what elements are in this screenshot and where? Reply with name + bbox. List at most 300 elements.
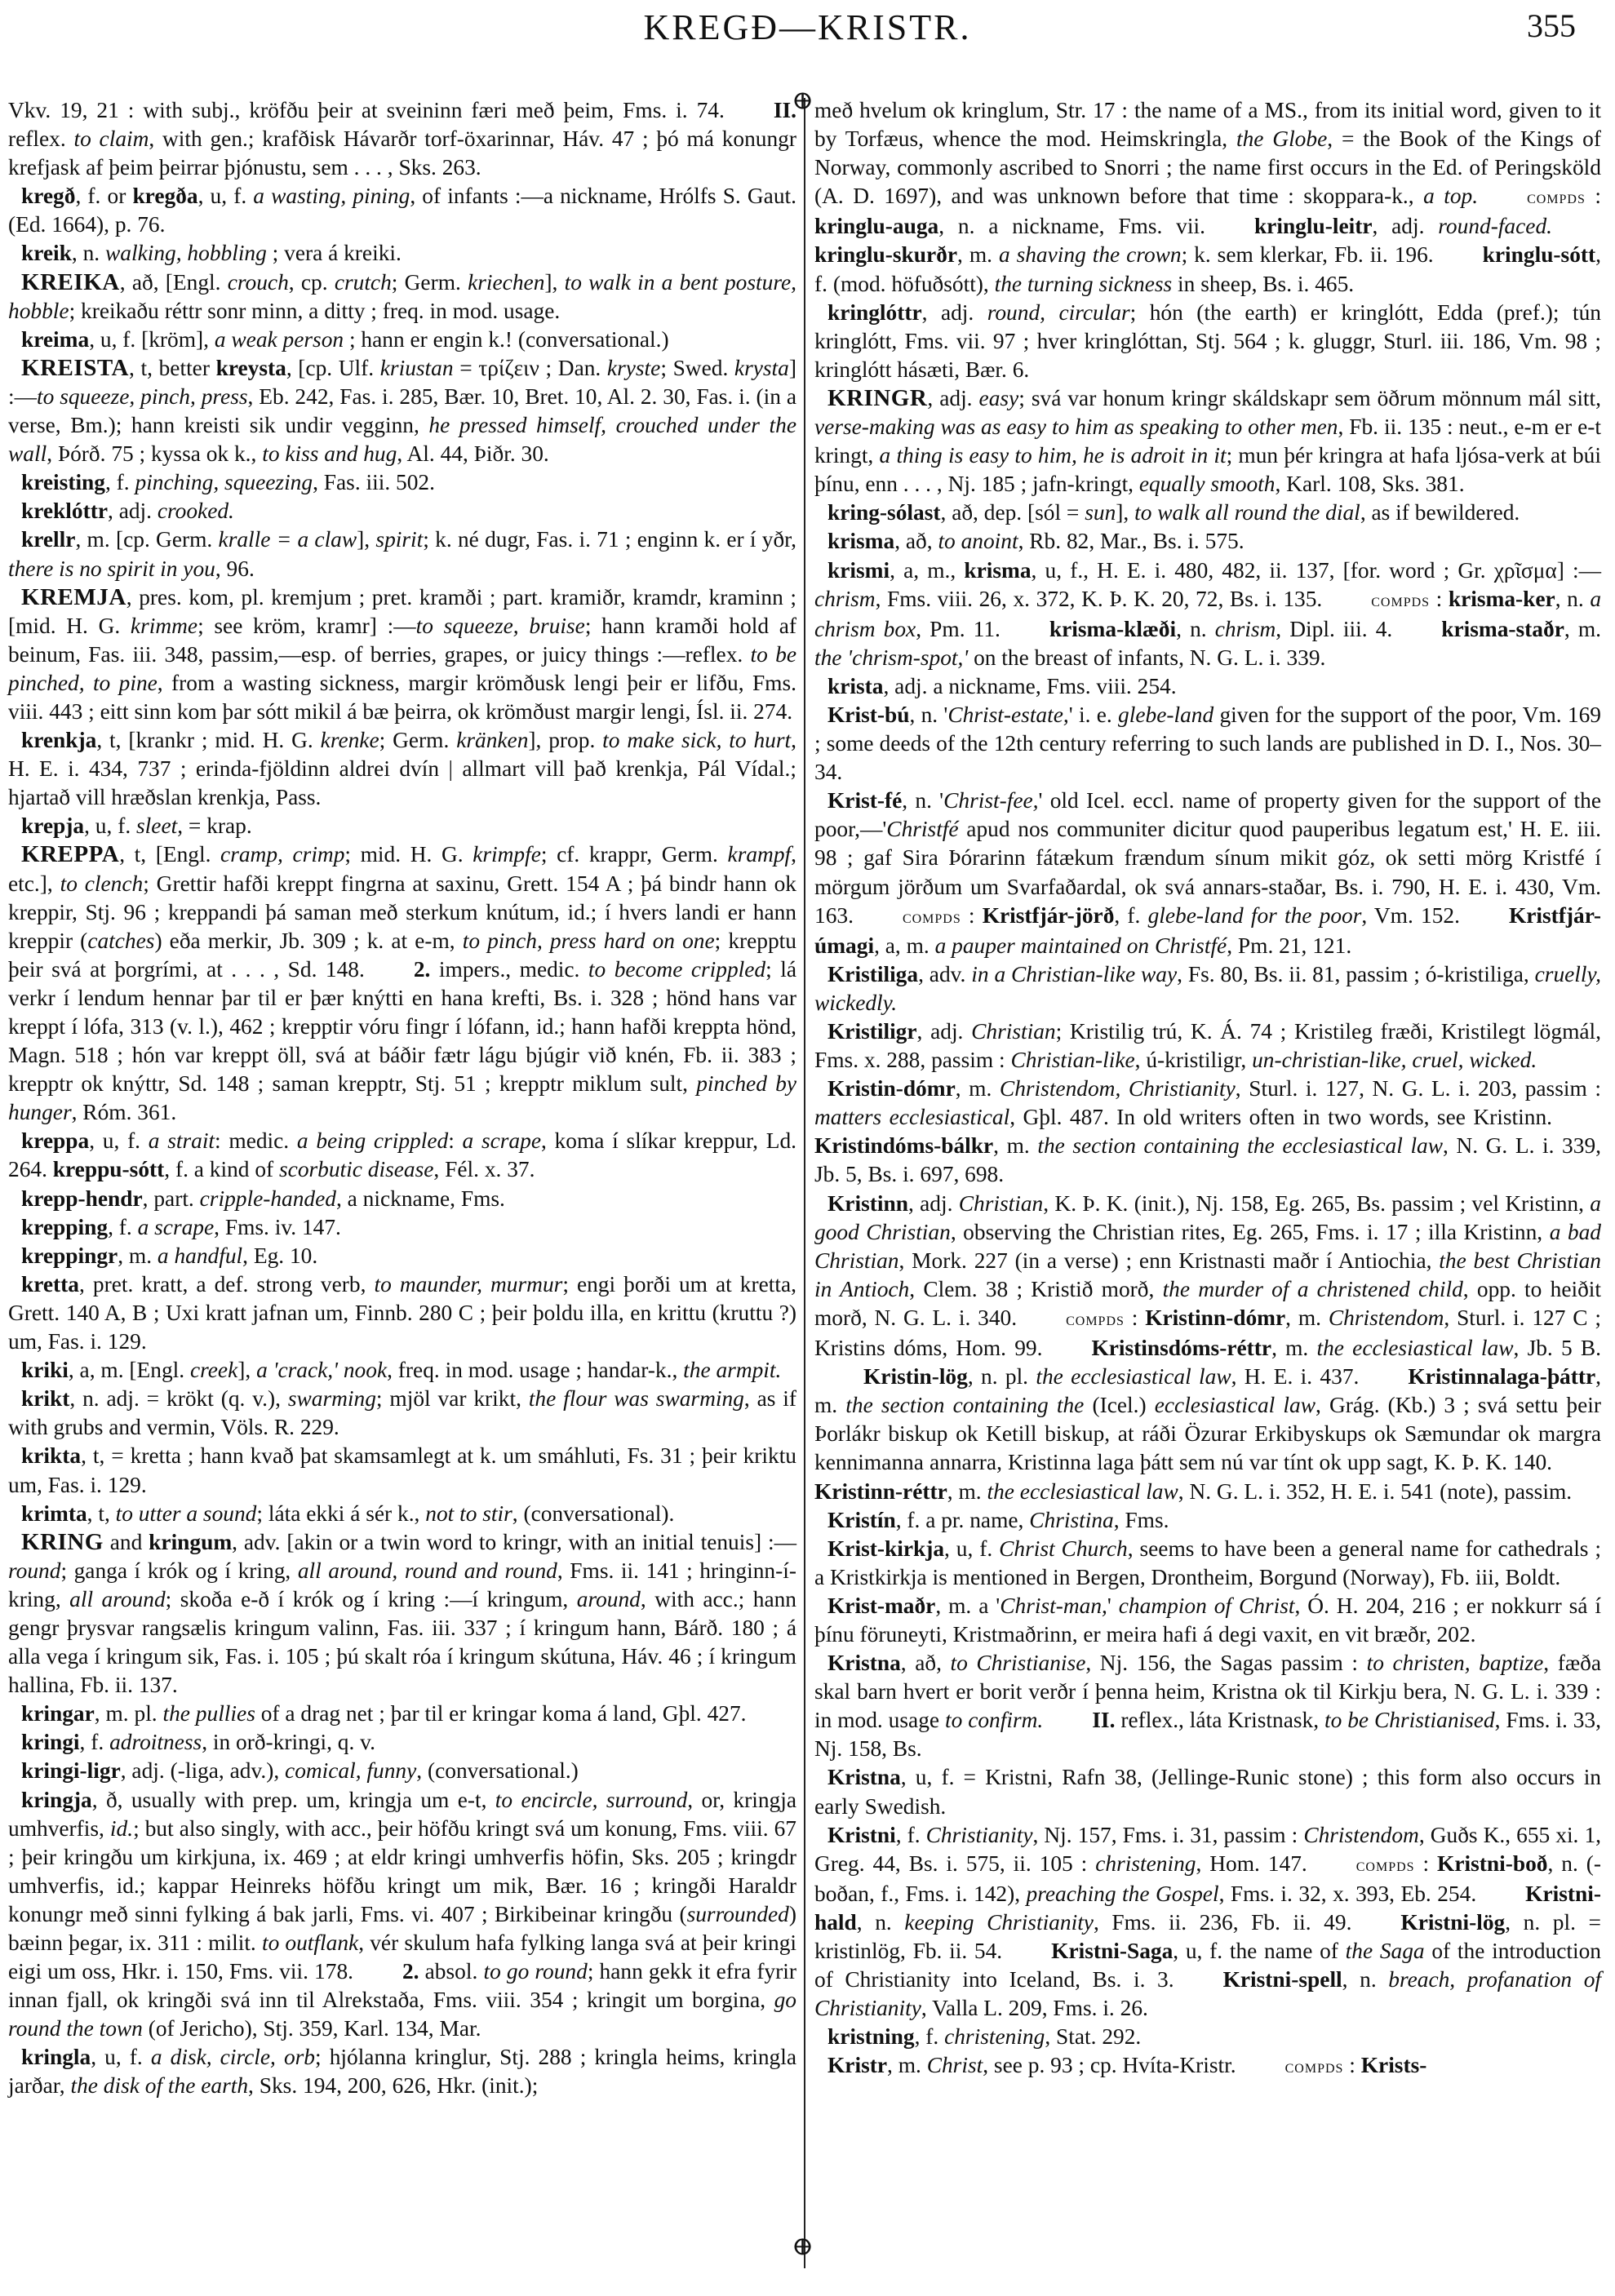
definition-text: kralle = a claw — [218, 527, 357, 552]
definition-text: kryste — [606, 355, 661, 380]
definition-text: all around, round and round — [297, 1558, 557, 1583]
entry-text: , Eb. 242, Fas. i. 285, Bær. 10, Bret. 10, Al. 2. 30, Fas. i. (in a verse, Bm.); hann kreisti sik undir vegginn, — [8, 383, 796, 438]
headword: kreklóttr — [21, 499, 108, 524]
entry-text: , Rb. 82, Mar., Bs. i. 575. — [1018, 529, 1245, 554]
definition-text: to kiss and hug — [262, 441, 397, 467]
headword: krisma — [964, 557, 1032, 583]
entry-text: , f. — [104, 470, 135, 495]
entry-text: , in orð-kringi, q. v. — [202, 1730, 375, 1755]
dictionary-entry — [8, 268, 796, 326]
entry-text: , Fms. i. 32, x. 393, Eb. 254. — [1218, 1881, 1477, 1906]
headword: Kristfjár-úmagi — [814, 902, 1601, 958]
definition-text: the section containing the — [845, 1393, 1085, 1418]
entry-text: impers., medic. — [430, 956, 588, 982]
entry-text: , f. — [79, 1730, 110, 1755]
entry-text: , m. pl. — [94, 1701, 163, 1726]
entry-text: , m. — [118, 1243, 158, 1268]
entry-text: , Fms. ii. 236, Fb. ii. 49. — [1093, 1909, 1352, 1935]
definition-text: Christian — [971, 1019, 1056, 1044]
definition-text: kriustan — [379, 355, 454, 380]
dictionary-entry — [814, 1506, 1601, 1535]
entry-text: , Mork. 227 (in a verse) ; enn Kristnasti maðr í Antiochia, — [898, 1248, 1440, 1273]
dictionary-entry — [814, 1535, 1601, 1592]
definition-text: the Saga — [1345, 1939, 1425, 1963]
entry-text: , Vm. 152. — [1361, 902, 1460, 928]
headword: Kristni-spell — [1222, 1967, 1342, 1992]
definition-text: un-christian-like, cruel, wicked. — [1252, 1048, 1537, 1073]
entry-text: , u, f. — [944, 1536, 1000, 1561]
continued-entry — [814, 96, 1601, 299]
entry-text: , K. Þ. K. (init.), Nj. 158, Eg. 265, Bs. passim ; vel Kristinn, — [1043, 1190, 1591, 1216]
entry-text: , Fms. i. 33, Nj. 158, Bs. — [814, 1708, 1601, 1762]
entry-text: , Fs. 80, Bs. ii. 81, passim ; ó-kristiliga, — [1177, 961, 1535, 986]
dictionary-entry — [8, 1500, 796, 1528]
headword: kringlu-leitr — [1253, 214, 1373, 239]
dictionary-entry — [8, 1185, 796, 1213]
dictionary-entry — [814, 1592, 1601, 1649]
entry-text: : — [1414, 1851, 1438, 1876]
dictionary-entry — [814, 787, 1601, 960]
entry-text: ; hann gekk it efra fyrir innan fjall, ok kringði svá inn til Alrekstaða, Fms. viii. 354 ; kringit um borgina, — [8, 1959, 796, 2013]
entry-text: , see p. 93 ; cp. Hvíta-Kristr. — [983, 2053, 1236, 2078]
entry-text: , of infants :—a nickname, Hrólfs S. Gaut. (Ed. 1664), p. 76. — [8, 184, 796, 237]
entry-text: , Nj. 156, the Sagas passim : — [1085, 1651, 1367, 1676]
entry-text: , f. a pr. name, — [895, 1507, 1030, 1532]
entry-text: , n. pl. = kristinlög, Fb. ii. 54. — [814, 1909, 1601, 1963]
entry-text: , Jb. 5 B. — [1513, 1336, 1602, 1361]
entry-text: , fæða skal barn hvert er borit verðr í þenna heim, Kristna ok til Kirkju bera, N. G. L. i. 339 : in mod. usage — [814, 1651, 1601, 1733]
dictionary-entry — [8, 583, 796, 726]
entry-text: in sheep, Bs. i. 465. — [1172, 271, 1355, 296]
entry-text: , n. (-boðan, f., Fms. i. 142), — [814, 1851, 1601, 1906]
definition-text: krysta — [734, 355, 789, 380]
definition-text: to confirm. — [944, 1708, 1044, 1733]
headword: kregð — [21, 184, 76, 209]
entry-text: ; kreikaðu réttr sonr minn, a ditty ; freq. in mod. usage. — [69, 298, 561, 323]
definition-text: Christfé — [886, 817, 959, 842]
entry-text: , adj. — [927, 385, 979, 410]
entry-text: = τρίζειν ; Dan. — [453, 355, 607, 380]
headword: kreppu-sótt — [52, 1157, 165, 1182]
entry-text: ; Swed. — [660, 355, 734, 380]
definition-text: equally smooth — [1138, 472, 1276, 497]
definition-text: crutch — [334, 269, 392, 295]
entry-text: , f. — [895, 1822, 926, 1847]
headword: kretta — [21, 1271, 79, 1296]
entry-text: , Fb. ii. 135 : neut., e-m er e-t kringt, — [814, 414, 1601, 468]
definition-text: glebe-land for the poor — [1147, 902, 1362, 928]
entry-text: , Eg. 10. — [242, 1243, 318, 1268]
headword: Kristni-boð — [1437, 1851, 1548, 1876]
entry-text: ; Germ. — [391, 269, 468, 295]
entry-text: , n. a nickname, Fms. vii. — [938, 214, 1205, 239]
column-divider — [804, 98, 805, 2268]
headword: Kristni-hald — [814, 1881, 1601, 1935]
definition-text: to Christianise — [950, 1651, 1086, 1676]
definition-text: to christen, baptize — [1366, 1651, 1544, 1676]
entry-text: , Fms. — [1113, 1507, 1169, 1532]
entry-text: , with gen.; krafðisk Hávarðr torf-öxarinnar, Háv. 47 ; þó má konungr krefjask af þeim þeirrar þjónustu, sem . . . , Sks. 263. — [8, 126, 797, 180]
headword: krenkja — [21, 728, 97, 753]
definition-text: a chrism box — [814, 586, 1602, 641]
entry-text: , Nj. 157, Fms. i. 31, passim : — [1032, 1822, 1304, 1847]
definition-text: to anoint — [938, 529, 1018, 554]
dictionary-entry — [8, 326, 796, 354]
dictionary-entry — [8, 1786, 796, 2044]
headword: kringja — [21, 1787, 92, 1812]
definition-text: Christ-man, — [1000, 1593, 1107, 1618]
entry-text: , Fas. iii. 502. — [313, 470, 435, 495]
definition-text: a scrape — [137, 1214, 215, 1239]
definition-text: go round the town — [8, 1988, 796, 2041]
entry-text: ], prop. — [528, 728, 603, 753]
entry-text: , koma í slíkar kreppur, Ld. 264. — [8, 1128, 796, 1182]
definition-text: a handful — [157, 1243, 243, 1268]
headword: krepping — [21, 1214, 109, 1239]
entry-text: , adj. — [907, 1190, 959, 1216]
entry-text: : — [1585, 184, 1601, 209]
headword: krikt — [21, 1386, 70, 1412]
entry-text: ; k. sem klerkar, Fb. ii. 196. — [1181, 242, 1434, 268]
entry-text: , t, = kretta ; hann kvað þat skamsamlegt at k. um smáhluti, Fs. 31 ; þeir kriktu um, Fas. i. 129. — [8, 1443, 796, 1497]
entry-text: , Pm. 21, 121. — [1227, 933, 1352, 958]
definition-text: id. — [109, 1815, 134, 1841]
entry-text: , f. — [1114, 902, 1148, 928]
entry-text: ] :— — [8, 355, 796, 409]
entry-text: ) bæinn þegar, ix. 311 : milit. — [8, 1901, 796, 1955]
headword: Kristin-dómr — [827, 1076, 956, 1101]
compounds-label: compds — [1527, 187, 1586, 209]
definition-text: a weak person — [214, 326, 344, 352]
dictionary-entry — [814, 2051, 1601, 2081]
definition-text: krimpfe — [473, 842, 541, 867]
entry-text: , Karl. 108, Sks. 381. — [1275, 472, 1465, 497]
entry-text: , t, — [87, 1500, 116, 1526]
entry-text: on the breast of infants, N. G. L. i. 339. — [968, 645, 1326, 670]
dictionary-entry — [8, 1356, 796, 1385]
dictionary-entry — [814, 299, 1601, 384]
entry-text: ; mun þér kringra at hafa ljósa-verk at búi þínu, enn . . . , Nj. 185 ; jafn-kringt, — [814, 443, 1601, 497]
entry-text: , u, f. — [197, 184, 254, 209]
dictionary-entry — [8, 1528, 796, 1700]
entry-text: , Grág. (Kb.) 3 ; svá settu þeir Þorlákr biskup ok Ketill biskup, at ráði Özurar Erkibyskups ok Sæmundar ok margra kennimanna annarra, Kristinna laga þátt sem nú var tínt ok upp sagt, K. Þ. K. 140. — [814, 1393, 1601, 1475]
dictionary-entry — [8, 726, 796, 812]
definition-text: Christina — [1029, 1507, 1114, 1532]
definition-text: Christ-fee, — [943, 788, 1039, 813]
definition-text: round, circular — [987, 299, 1130, 325]
entry-text: , u, f. — [91, 2045, 151, 2070]
definition-text: to make sick, to hurt — [602, 728, 792, 753]
definition-text: catches — [87, 928, 155, 953]
entry-text: ; mjöl var krikt, — [375, 1386, 529, 1412]
headword: krismi — [827, 557, 890, 583]
dictionary-entry — [8, 525, 796, 583]
entry-text: ; cf. krappr, Germ. — [540, 842, 728, 867]
definition-text: Christ Church — [999, 1536, 1128, 1561]
definition-text: Christendom — [1328, 1305, 1444, 1330]
entry-text: ; but also singly, with acc., þeir höfðu kringt svá um konung, Fms. viii. 67 ; þeir kringðu um kirkjuna, ix. 469 ; at eldr kringi umhverfis höfin, Sks. 205 ; kringdr umhverfis, id.; kappar Heinreks höfðu kringt um mik, Bær. 16 ; kringði Haraldr konungr með sinni fylking á bak jarli, Fms. vi. 407 ; Birkibeinar kringðu ( — [8, 1815, 796, 1926]
definition-text: comical, funny — [285, 1758, 417, 1784]
entry-text: , m. — [1285, 1305, 1329, 1330]
definition-text: a scrape — [462, 1128, 541, 1154]
dictionary-entry — [8, 354, 796, 468]
definition-text: chrism — [814, 586, 876, 611]
definition-text: the flour was swarming — [528, 1386, 744, 1412]
headword: Kristín — [827, 1507, 896, 1532]
entry-text: ; engi þorði um at kretta, Grett. 140 A, B ; Uxi kratt jafnan um, Finnb. 280 C ; þeir þoldu illa, en krittu (kruttu ?) um, Fas. i. 129. — [8, 1271, 796, 1354]
headword: Krist-fé — [827, 788, 903, 813]
definition-text: preaching the Gospel — [1026, 1881, 1219, 1906]
entry-text: , m. [cp. Germ. — [75, 527, 219, 552]
entry-text: , n. — [71, 241, 105, 266]
entry-text: , seems to have been a general name for cathedrals ; a Kristkirkja is mentioned in Bergen, Drontheim, Borgund (Norway), Fb. iii, Boldt. — [814, 1536, 1601, 1589]
definition-text: to outflank — [261, 1930, 359, 1955]
left-column — [8, 96, 796, 2101]
continued-entry — [8, 96, 796, 182]
headword: Kristni — [827, 1822, 896, 1847]
headword: Krists- — [1360, 2053, 1427, 2078]
headword: Kristiligr — [827, 1019, 917, 1044]
headword: krimta — [21, 1500, 87, 1526]
headword: krisma — [827, 529, 895, 554]
entry-text: , pret. kratt, a def. strong verb, — [79, 1271, 375, 1296]
entry-text: ; hjólanna kringlur, Stj. 288 ; kringla heims, kringla jarðar, — [8, 2045, 796, 2099]
entry-text: ; vera á kreiki. — [266, 241, 402, 266]
definition-text: sun — [1085, 500, 1116, 525]
definition-text: christening — [944, 2024, 1045, 2050]
dictionary-entry — [8, 468, 796, 497]
entry-text: , m. — [993, 1133, 1038, 1159]
entry-text: , að, — [894, 529, 938, 554]
headword: II. — [1092, 1708, 1116, 1733]
dictionary-entry — [814, 1017, 1601, 1075]
headword: Kristinsdóms-réttr — [1091, 1336, 1272, 1361]
entry-text: , Ó. H. 204, 216 ; er nokkurr sá í þínu föruneyti, Kristmaðrinn, er meira hafi á degi vaxit, en vit bræðr, 202. — [814, 1593, 1601, 1647]
entry-text: ) eða merkir, Jb. 309 ; k. at e-m, — [154, 928, 463, 953]
entry-text: , m. — [814, 1364, 1602, 1418]
entry-text: Vkv. 19, 21 : with subj., kröfðu þeir at sveininn færi með þeim, Fms. i. 74. — [8, 98, 725, 122]
entry-text: , Guðs K., 655 xi. 1, Greg. 44, Bs. i. 575, ii. 105 : — [814, 1822, 1601, 1876]
headword: kringar — [21, 1701, 95, 1726]
dictionary-entry — [814, 2023, 1601, 2051]
definition-text: ecclesiastical law — [1154, 1393, 1316, 1418]
entry-text: , f. or — [75, 184, 133, 209]
definition-text: the ecclesiastical law — [1316, 1336, 1514, 1361]
definition-text: surrounded — [686, 1901, 789, 1926]
entry-text: , a, m., — [890, 557, 965, 583]
definition-text: the Globe — [1236, 126, 1328, 152]
definition-text: a pauper maintained on Christfé — [934, 933, 1227, 958]
entry-text: ; Kristilig trú, K. Á. 74 ; Kristileg fræði, Kristilegt lögmál, Fms. x. 288, passim : — [814, 1019, 1601, 1073]
entry-text: , adj. — [1372, 214, 1439, 239]
headword: Kristinn — [827, 1190, 908, 1216]
dictionary-entry — [8, 1757, 796, 1785]
definition-text: to utter a sound — [115, 1500, 257, 1526]
entry-text: , pres. kom, pl. kremjum ; pret. kramði ; part. kramiðr, kramdr, kraminn ; [mid. H. G. — [8, 584, 796, 638]
headword: kreik — [21, 241, 72, 266]
entry-text: , 96. — [215, 556, 255, 581]
headword: Kristiliga — [827, 961, 919, 986]
headword: KREPPA — [21, 841, 120, 868]
definition-text: verse-making was as easy to him as speaking to other men — [814, 414, 1338, 440]
definition-text: easy — [978, 385, 1019, 410]
entry-text: , t, [Engl. — [119, 842, 221, 867]
definition-text: Christ-estate, — [947, 702, 1069, 727]
definition-text: christening — [1095, 1851, 1196, 1876]
entry-text: , vér skulum hafa fylking langa svá at þeir kringi eigi um oss, Hkr. i. 150, Fms. vii. 178. — [8, 1930, 797, 1984]
definition-text: pinching, squeezing — [135, 470, 313, 495]
entry-text: , f. a kind of — [164, 1157, 279, 1182]
headword: Kristinn-réttr — [814, 1478, 947, 1504]
headword: Kristna — [827, 1651, 901, 1676]
entry-text: ; hann kramði hold af beinum, Fas. iii. 348, passim,—esp. of berries, grapes, or juicy things :—reflex. — [8, 613, 797, 667]
entry-text: , að, — [900, 1651, 951, 1676]
compounds-label: compds — [902, 906, 961, 928]
dictionary-entry — [814, 1821, 1601, 2023]
headword: kringlóttr — [827, 299, 922, 325]
dictionary-entry — [8, 812, 796, 840]
dictionary-entry — [8, 1213, 796, 1242]
definition-text: the 'chrism-spot,' — [814, 645, 969, 670]
definition-text: the ecclesiastical law — [987, 1478, 1178, 1504]
entry-text: ; k. né dugr, Fas. i. 71 ; enginn k. er í yðr, — [423, 527, 797, 552]
definition-text: krampf — [727, 842, 792, 867]
entry-text: ; see kröm, kramr] :— — [197, 613, 416, 638]
definition-text: a 'crack,' nook — [256, 1358, 388, 1383]
definition-text: krimme — [130, 613, 198, 638]
headword: KREMJA — [21, 583, 126, 610]
definition-text: to pinch, press hard on one — [462, 928, 715, 953]
definition-text: kränken — [456, 728, 529, 753]
headword: kristning — [827, 2024, 915, 2050]
definition-text: round — [8, 1558, 61, 1583]
dictionary-entry — [8, 182, 796, 239]
entry-text: , with acc.; hann gengr þrysvar rangsælis kringum valinn, Fas. iii. 337 ; í kringum hann, Bárð. 180 ; á alla vega í kringum sik, Fas. i. 105 ; þú skalt róa í kringum skútuna, Háv. 46 ; í kringum hallina, Fb. ii. 137. — [8, 1586, 796, 1698]
headword: kringla — [21, 2045, 91, 2070]
entry-text: ], — [544, 269, 565, 295]
definition-text: creek — [189, 1358, 238, 1383]
definition-text: spirit — [375, 527, 424, 552]
entry-text: , Þórð. 75 ; kyssa ok k., — [47, 441, 263, 467]
entry-text: , n. adj. = krökt (q. v.), — [69, 1386, 288, 1412]
entry-text: ; skoða e-ð í krók og í kring :—í kringum, — [165, 1586, 577, 1611]
definition-text: a strait — [148, 1128, 215, 1154]
headword: kringi — [21, 1730, 80, 1755]
headword: Kristinn-dómr — [1145, 1305, 1286, 1330]
entry-text: , Fms. viii. 26, x. 372, K. Þ. K. 20, 72, Bs. i. 135. — [875, 586, 1323, 611]
definition-text: a top. — [1423, 184, 1479, 209]
dictionary-entry — [814, 556, 1601, 672]
definition-text: cripple-handed — [199, 1186, 336, 1211]
entry-text: , cp. — [288, 269, 335, 295]
entry-text: , u, f. [kröm], — [89, 326, 215, 352]
entry-text: absol. — [419, 1959, 484, 1984]
definition-text: the disk of the earth — [70, 2073, 249, 2099]
entry-text: , t, better — [129, 355, 216, 380]
definition-text: the armpit. — [683, 1358, 782, 1383]
entry-text: , freq. in mod. usage ; handar-k., — [387, 1358, 684, 1383]
headword: KREIKA — [21, 268, 120, 295]
definition-text: a disk, circle, orb — [150, 2045, 315, 2070]
entry-text: : — [1343, 2053, 1361, 2078]
entry-text: , or, kringja umhverfis, — [8, 1787, 796, 1841]
entry-text: , ð, usually with prep. um, kringja um e-t, — [91, 1787, 495, 1812]
definition-text: to be Christianised — [1324, 1708, 1495, 1733]
entry-text: , m. — [955, 1076, 1000, 1101]
entry-text: , as if bewildered. — [1360, 500, 1520, 525]
entry-text: apud nos communiter dicitur quod pauperibus legatum est,' H. E. iii. 98 ; gaf Sira Þórarinn fátækum frændum sínum mikit góz, ok setti mörg Kristfé í mörgum jörðum um Svarfaðardal, ok svá annars-staðar, Bs. i. 790, H. E. i. 430, Vm. 163. — [814, 817, 1601, 928]
definition-text: to walk all round the dial — [1134, 500, 1360, 525]
entry-text: , Sturl. i. 127 C ; Kristins dóms, Hom. 99. — [814, 1305, 1601, 1361]
dictionary-entry — [8, 1385, 796, 1442]
headword: Kristin-lög — [863, 1364, 968, 1390]
entry-text: , u, f. — [84, 813, 137, 839]
headword: krikta — [21, 1443, 82, 1469]
dictionary-entry — [8, 840, 796, 1127]
definition-text: the pullies — [162, 1701, 255, 1726]
definition-text: swarming — [287, 1386, 376, 1412]
entry-text: , = krap. — [177, 813, 252, 839]
definition-text: a being crippled — [296, 1128, 449, 1154]
entry-text: ; mid. H. G. — [344, 842, 473, 867]
entry-text: , adv. — [918, 961, 972, 986]
definition-text: he pressed himself, crouched under the wall — [8, 413, 796, 467]
headword: Kristna — [827, 1765, 901, 1790]
definition-text: a thing is easy to him, he is adroit in it — [879, 443, 1227, 468]
entry-text: , Róm. 361. — [71, 1100, 177, 1125]
entry-text: : medic. — [215, 1128, 297, 1154]
headword: krisma-klæði — [1049, 616, 1177, 641]
headword: kregða — [132, 184, 198, 209]
ornament-icon: ⴲ — [793, 90, 813, 113]
running-head: KREGÐ—KRISTR. — [643, 7, 972, 47]
entry-text: , observing the Christian rites, Eg. 265, Fms. i. 17 ; illa Kristinn, — [950, 1219, 1550, 1244]
definition-text: to be pinched, to pine — [8, 641, 796, 695]
entry-text: , opp. to heiðit morð, N. G. L. i. 340. — [814, 1276, 1601, 1330]
dictionary-entry — [8, 1270, 796, 1356]
entry-text: ' — [1107, 1593, 1119, 1618]
definition-text: a shaving the crown — [998, 242, 1182, 268]
entry-text: reflex., láta Kristnask, — [1115, 1708, 1325, 1733]
definition-text: crooked. — [157, 499, 234, 524]
definition-text: to squeeze, bruise — [415, 613, 585, 638]
definition-text: Christian — [958, 1190, 1044, 1216]
dictionary-entry — [8, 1700, 796, 1728]
headword: KRINGR — [827, 384, 928, 411]
definition-text: to squeeze, pinch, press — [37, 383, 248, 409]
entry-text: ' i. e. — [1068, 702, 1119, 727]
definition-text: around — [576, 1586, 641, 1611]
definition-text: in a Christian-like way — [971, 961, 1178, 986]
dictionary-entry — [814, 1649, 1601, 1763]
headword: Kristr — [827, 2053, 888, 2078]
entry-text: , n. — [1342, 1967, 1389, 1992]
headword: Krist-maðr — [827, 1593, 936, 1618]
definition-text: krenke — [320, 728, 379, 753]
definition-text: Christian-like — [1010, 1048, 1135, 1073]
headword: kreysta — [215, 355, 286, 380]
definition-text: pinched by hunger — [8, 1071, 796, 1125]
headword: kreisting — [21, 470, 105, 495]
headword: kring-sólast — [827, 500, 941, 525]
entry-text: , m. — [1271, 1336, 1317, 1361]
definition-text: a wasting, pining — [253, 184, 410, 209]
entry-text: given for the support of the poor, Vm. 169 ; some deeds of the 12th century referring to such lands are published in D. I., Nos. 30–34. — [814, 702, 1601, 785]
entry-text: : — [961, 902, 983, 928]
definition-text: to clench — [60, 871, 144, 896]
entry-text: , = the Book of the Kings of Norway, commonly ascribed to Snorri ; the name first occurs in the Ed. of Peringsköld (A. D. 1697), and was unknown before that time : skoppara-k., — [814, 126, 1601, 209]
entry-text: , [cp. Ulf. — [286, 355, 380, 380]
